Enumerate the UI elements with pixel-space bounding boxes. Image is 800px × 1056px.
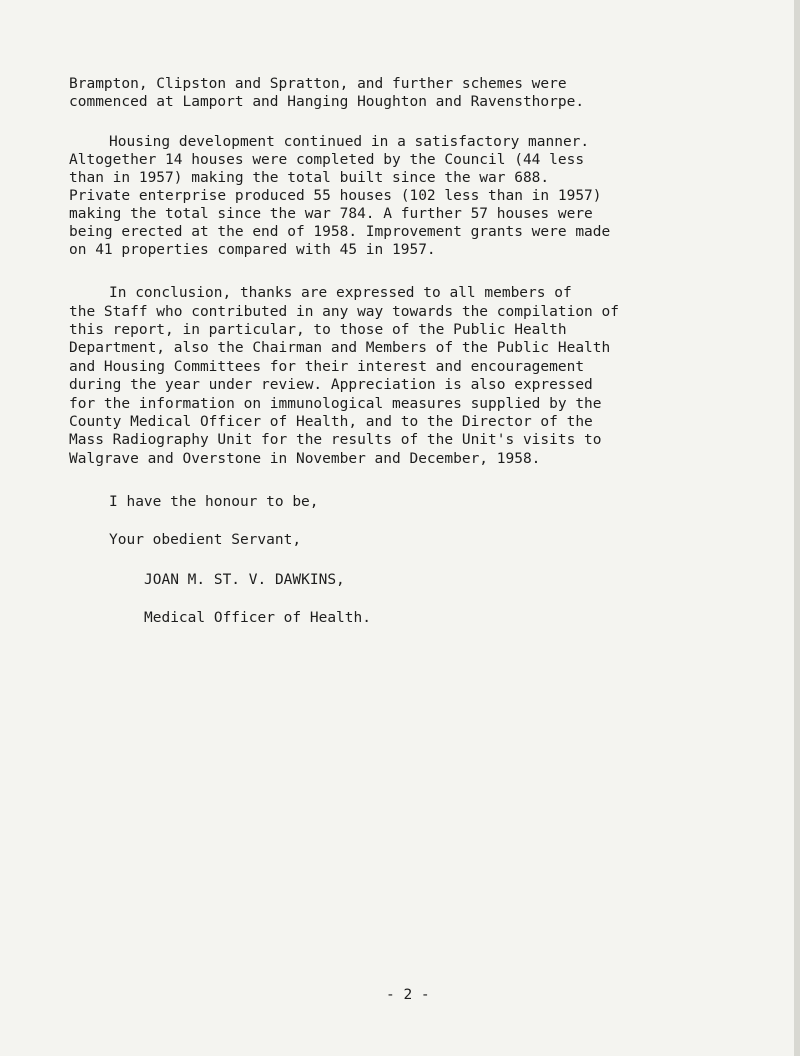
paragraph-3-line-3: this report, in particular, to those of the Public Health	[69, 322, 567, 338]
paragraph-2-line-4: Private enterprise produced 55 houses (102 less than in 1957)	[69, 188, 602, 204]
paragraph-3-line-5: and Housing Committees for their interest and encouragement	[69, 359, 585, 375]
paragraph-2-line-7: on 41 properties compared with 45 in 1957.	[69, 242, 436, 258]
paragraph-3-line-6: during the year under review. Appreciation is also expressed	[69, 377, 593, 393]
signatory-title: Medical Officer of Health.	[144, 610, 371, 626]
paragraph-3-line-9: Mass Radiography Unit for the results of the Unit's visits to	[69, 432, 602, 448]
paragraph-3-line-1: In conclusion, thanks are expressed to all members of	[109, 285, 572, 301]
signatory-name: JOAN M. ST. V. DAWKINS,	[144, 572, 345, 588]
closing-line-2: Your obedient Servant,	[109, 532, 302, 548]
closing-line-1: I have the honour to be,	[109, 494, 319, 510]
scan-edge-shadow	[794, 0, 800, 1056]
paragraph-3-line-2: the Staff who contributed in any way towards the compilation of	[69, 304, 619, 320]
paragraph-2-line-1: Housing development continued in a satisfactory manner.	[109, 134, 590, 150]
paragraph-3-line-10: Walgrave and Overstone in November and December, 1958.	[69, 451, 541, 467]
paragraph-3-line-7: for the information on immunological measures supplied by the	[69, 396, 602, 412]
paragraph-1-line-1: Brampton, Clipston and Spratton, and further schemes were	[69, 76, 567, 92]
paragraph-2-line-6: being erected at the end of 1958. Improvement grants were made	[69, 224, 611, 240]
paragraph-2-line-3: than in 1957) making the total built since the war 688.	[69, 170, 550, 186]
paragraph-2-line-2: Altogether 14 houses were completed by the Council (44 less	[69, 152, 585, 168]
paragraph-2-line-5: making the total since the war 784. A further 57 houses were	[69, 206, 593, 222]
paragraph-3-line-4: Department, also the Chairman and Members of the Public Health	[69, 340, 611, 356]
paragraph-3-line-8: County Medical Officer of Health, and to the Director of the	[69, 414, 593, 430]
page-number: - 2 -	[386, 987, 430, 1003]
paragraph-1-line-2: commenced at Lamport and Hanging Houghton and Ravensthorpe.	[69, 94, 585, 110]
